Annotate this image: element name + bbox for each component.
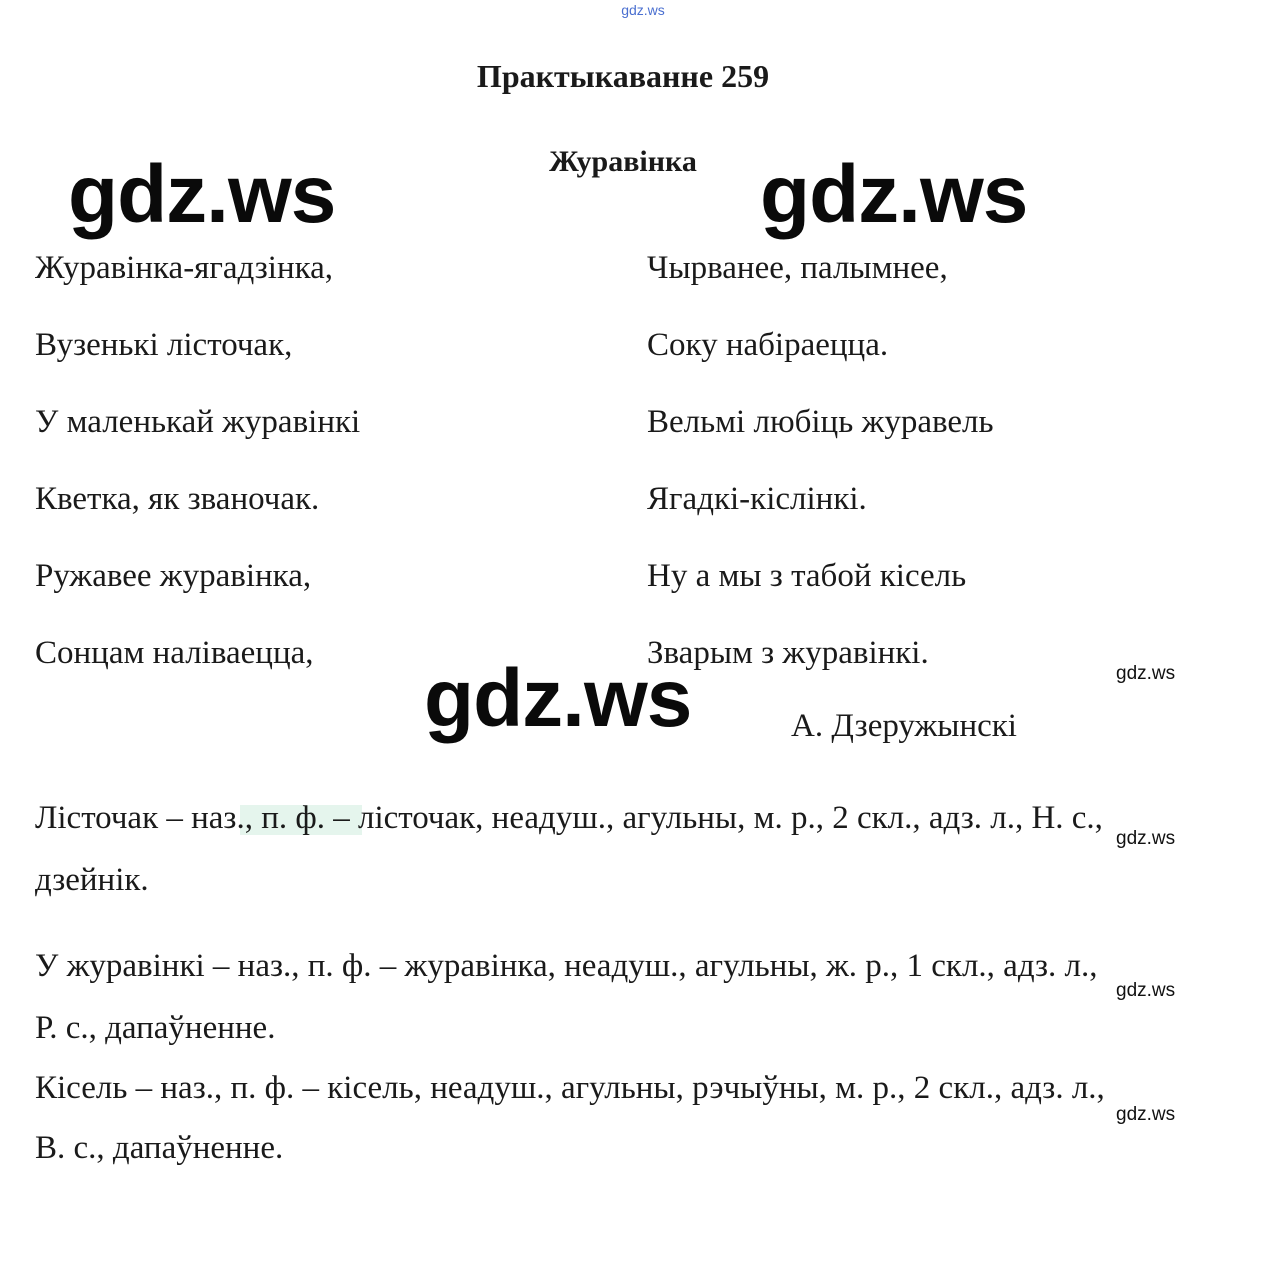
verse-line: Кветка, як званочак. [35,481,320,517]
verse-line: Журавінка-ягадзінка, [35,250,334,286]
verse-line: У маленькай журавінкі [35,404,361,440]
exercise-title: Практыкаванне 259 [476,58,770,94]
analysis-paragraph-2 [35,946,1215,1048]
watermark-large-1: gdz.ws [68,149,336,240]
poem-title: Журавінка [549,145,697,178]
poem-author: А. Дзеружынскі [791,708,1017,744]
verse-line: Чырванее, палымнее, [647,250,948,286]
analysis-line: В. с., дапаўненне. [35,1130,284,1166]
watermark-small-4: gdz.ws [1116,1104,1176,1125]
analysis-line: Р. с., дапаўненне. [35,1010,276,1046]
verse-line: Вузенькі лісточак, [35,327,293,363]
verse-line: Зварым з журавінкі. [647,635,929,671]
verse-line: Ружавее журавінка, [35,558,312,594]
analysis-line: дзейнік. [35,862,149,898]
watermark-large-2: gdz.ws [760,149,1028,240]
verse-line: Вельмі любіць журавель [647,404,994,440]
verse-line: Соку набіраецца. [647,327,889,363]
watermark-small-3: gdz.ws [1116,980,1176,1001]
verse-line: Сонцам наліваецца, [35,635,314,671]
analysis-line: Кісель – наз., п. ф. – кісель, неадуш., агульны, рэчыўны, м. р., 2 скл., адз. л., [35,1070,1105,1106]
analysis-line: Лісточак – наз., п. ф. – лісточак, неадуш., агульны, м. р., 2 скл., адз. л., Н. с., [35,800,1103,836]
verse-line: Ну а мы з табой кісель [647,558,967,594]
analysis-paragraph-3 [35,1068,1215,1168]
watermark-large-3: gdz.ws [424,653,692,744]
watermark-small-1: gdz.ws [1116,663,1176,684]
verse-line: Ягадкі-кіслінкі. [647,481,867,517]
watermark-small-2: gdz.ws [1116,828,1176,849]
analysis-line: У журавінкі – наз., п. ф. – журавінка, неадуш., агульны, ж. р., 1 скл., адз. л., [35,948,1098,984]
watermark-top: gdz.ws [621,2,665,18]
analysis-paragraph-1 [35,798,1215,900]
